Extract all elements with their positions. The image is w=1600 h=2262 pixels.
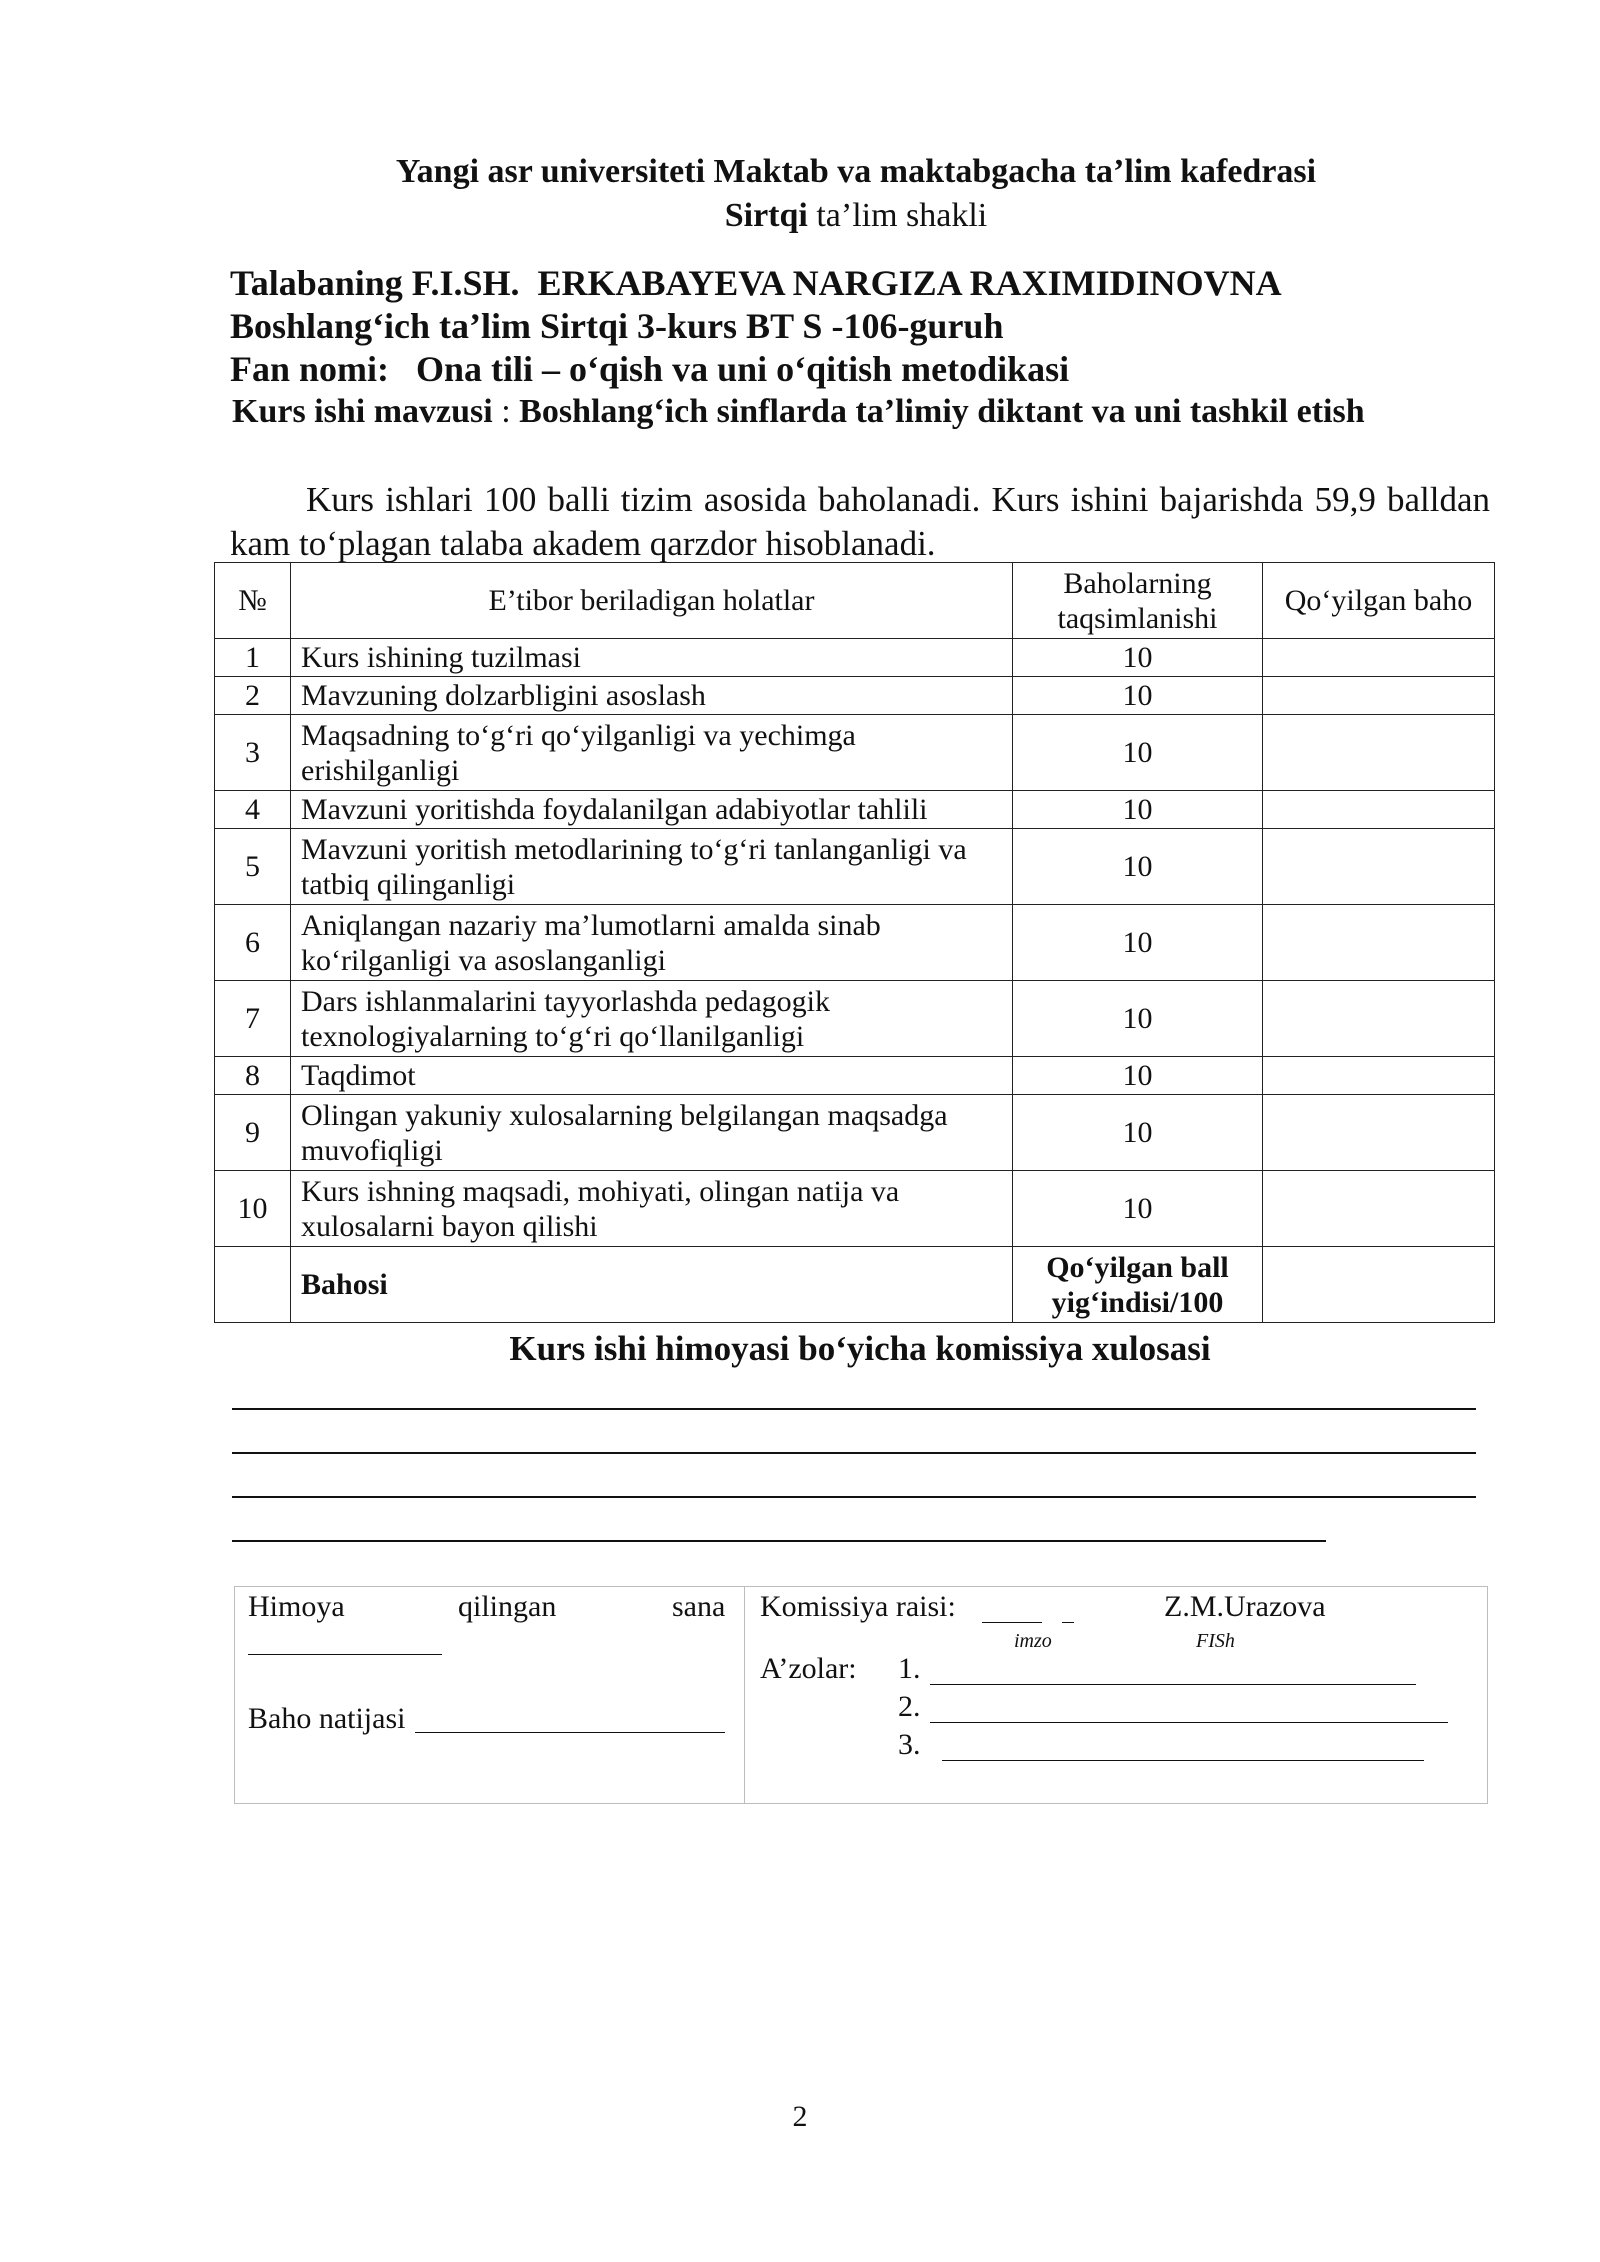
row-given-grade xyxy=(1263,981,1495,1057)
page-number: 2 xyxy=(792,2100,808,2133)
member-2-line xyxy=(930,1722,1448,1723)
row-criteria: Dars ishlanmalarini tayyorlashda pedagogik texnologiyalarning to‘g‘ri qo‘llanilganligi xyxy=(291,981,1013,1057)
table-row xyxy=(215,639,1495,677)
subject-value: Ona tili – o‘qish va uni o‘qitish metodikasi xyxy=(416,349,1070,389)
row-points: 10 xyxy=(1013,1171,1263,1247)
row-criteria: Olingan yakuniy xulosalarning belgilangan maqsadga muvofiqligi xyxy=(291,1095,1013,1171)
row-points: 10 xyxy=(1013,791,1263,829)
study-form-bold: Sirtqi xyxy=(724,197,808,234)
member-1-line xyxy=(930,1684,1416,1685)
row-points: 10 xyxy=(1013,1095,1263,1171)
table-row xyxy=(215,677,1495,715)
result-line xyxy=(415,1732,725,1733)
header-criteria: E’tibor beriladigan holatlar xyxy=(291,563,1013,639)
header-num: № xyxy=(215,563,291,639)
topic-label: Kurs ishi mavzusi xyxy=(232,393,493,430)
row-given-grade xyxy=(1263,677,1495,715)
table-row xyxy=(215,715,1495,791)
row-number: 3 xyxy=(215,715,291,791)
intro-paragraph xyxy=(230,478,1490,566)
footer-sum-label: Qo‘yilgan ball yig‘indisi/100 xyxy=(1013,1247,1263,1323)
table-row xyxy=(215,905,1495,981)
row-given-grade xyxy=(1263,829,1495,905)
table-row xyxy=(215,791,1495,829)
defense-word-2: qilingan xyxy=(458,1590,557,1623)
chair-signature-line xyxy=(982,1622,1042,1623)
conclusion-line-2 xyxy=(232,1452,1476,1454)
conclusion-line-1 xyxy=(232,1408,1476,1410)
row-number: 8 xyxy=(215,1057,291,1095)
footer-empty xyxy=(215,1247,291,1323)
commission-title: Kurs ishi himoyasi bo‘yicha komissiya xulosasi xyxy=(509,1329,1211,1368)
row-number: 4 xyxy=(215,791,291,829)
row-criteria: Taqdimot xyxy=(291,1057,1013,1095)
row-points: 10 xyxy=(1013,715,1263,791)
row-number: 9 xyxy=(215,1095,291,1171)
member-1-number: 1. xyxy=(898,1652,921,1685)
chair-label: Komissiya raisi: xyxy=(760,1590,956,1623)
row-given-grade xyxy=(1263,791,1495,829)
table-row xyxy=(215,1171,1495,1247)
row-given-grade xyxy=(1263,905,1495,981)
table-row xyxy=(215,1057,1495,1095)
intro-text: Kurs ishlari 100 balli tizim asosida baholanadi. Kurs ishini bajarishda 59,9 balldan kam to‘plagan talaba akadem qarzdor hisoblanadi. xyxy=(230,480,1490,563)
row-points: 10 xyxy=(1013,981,1263,1057)
defense-word-1: Himoya xyxy=(248,1590,345,1623)
footer-given xyxy=(1263,1247,1495,1323)
study-form-rest: ta’lim shakli xyxy=(807,197,988,234)
topic-value: Boshlang‘ich sinflarda ta’limiy diktant va uni tashkil etish xyxy=(519,393,1365,430)
group-line: Boshlang‘ich ta’lim Sirtqi 3-kurs BT S -106-guruh xyxy=(230,306,1004,346)
subject-line xyxy=(230,348,1069,390)
row-criteria: Kurs ishning maqsadi, mohiyati, olingan natija va xulosalarni bayon qilishi xyxy=(291,1171,1013,1247)
footer-label: Bahosi xyxy=(291,1247,1013,1323)
table-row xyxy=(215,1095,1495,1171)
defense-date-line xyxy=(248,1654,442,1655)
row-criteria: Mavzuni yoritish metodlarining to‘g‘ri tanlanganligi va tatbiq qilinganligi xyxy=(291,829,1013,905)
row-given-grade xyxy=(1263,1057,1495,1095)
members-label: A’zolar: xyxy=(760,1652,857,1685)
evaluation-table xyxy=(214,562,1495,1323)
row-number: 10 xyxy=(215,1171,291,1247)
row-given-grade xyxy=(1263,715,1495,791)
row-criteria: Kurs ishining tuzilmasi xyxy=(291,639,1013,677)
row-criteria: Mavzuni yoritishda foydalanilgan adabiyotlar tahlili xyxy=(291,791,1013,829)
student-name: ERKABAYEVA NARGIZA RAXIMIDINOVNA xyxy=(537,263,1282,303)
defense-box-divider xyxy=(744,1586,745,1804)
row-number: 1 xyxy=(215,639,291,677)
row-given-grade xyxy=(1263,639,1495,677)
row-criteria: Aniqlangan nazariy ma’lumotlarni amalda sinab ko‘rilganligi va asoslanganligi xyxy=(291,905,1013,981)
study-form-header xyxy=(336,196,1376,236)
row-given-grade xyxy=(1263,1095,1495,1171)
subject-label: Fan nomi: xyxy=(230,349,390,389)
topic-separator: : xyxy=(492,393,520,430)
result-label: Baho natijasi xyxy=(248,1702,406,1735)
row-points: 10 xyxy=(1013,905,1263,981)
student-label: Talabaning F.I.SH. xyxy=(230,263,520,303)
header-given: Qo‘yilgan baho xyxy=(1263,563,1495,639)
row-points: 10 xyxy=(1013,829,1263,905)
member-3-number: 3. xyxy=(898,1728,921,1761)
topic-line xyxy=(232,391,1365,433)
row-given-grade xyxy=(1263,1171,1495,1247)
table-row xyxy=(215,829,1495,905)
row-points: 10 xyxy=(1013,639,1263,677)
row-points: 10 xyxy=(1013,1057,1263,1095)
table-header-row xyxy=(215,563,1495,639)
row-number: 5 xyxy=(215,829,291,905)
row-criteria: Maqsadning to‘g‘ri qo‘yilganligi va yechimga erishilganligi xyxy=(291,715,1013,791)
row-points: 10 xyxy=(1013,677,1263,715)
row-number: 7 xyxy=(215,981,291,1057)
chair-signature-line-2 xyxy=(1062,1622,1074,1623)
table-row xyxy=(215,981,1495,1057)
row-number: 2 xyxy=(215,677,291,715)
defense-word-3: sana xyxy=(672,1590,726,1623)
header-distribution: Baholarning taqsimlanishi xyxy=(1013,563,1263,639)
conclusion-line-4 xyxy=(232,1540,1326,1542)
conclusion-line-3 xyxy=(232,1496,1476,1498)
fish-caption: FISh xyxy=(1196,1630,1235,1652)
row-criteria: Mavzuning dolzarbligini asoslash xyxy=(291,677,1013,715)
signature-caption: imzo xyxy=(1014,1630,1052,1652)
student-line xyxy=(230,262,1282,304)
chair-name: Z.M.Urazova xyxy=(1164,1590,1326,1623)
member-2-number: 2. xyxy=(898,1690,921,1723)
table-footer-row xyxy=(215,1247,1495,1323)
university-header: Yangi asr universiteti Maktab va maktabgacha ta’lim kafedrasi xyxy=(395,153,1317,190)
member-3-line xyxy=(942,1760,1424,1761)
row-number: 6 xyxy=(215,905,291,981)
